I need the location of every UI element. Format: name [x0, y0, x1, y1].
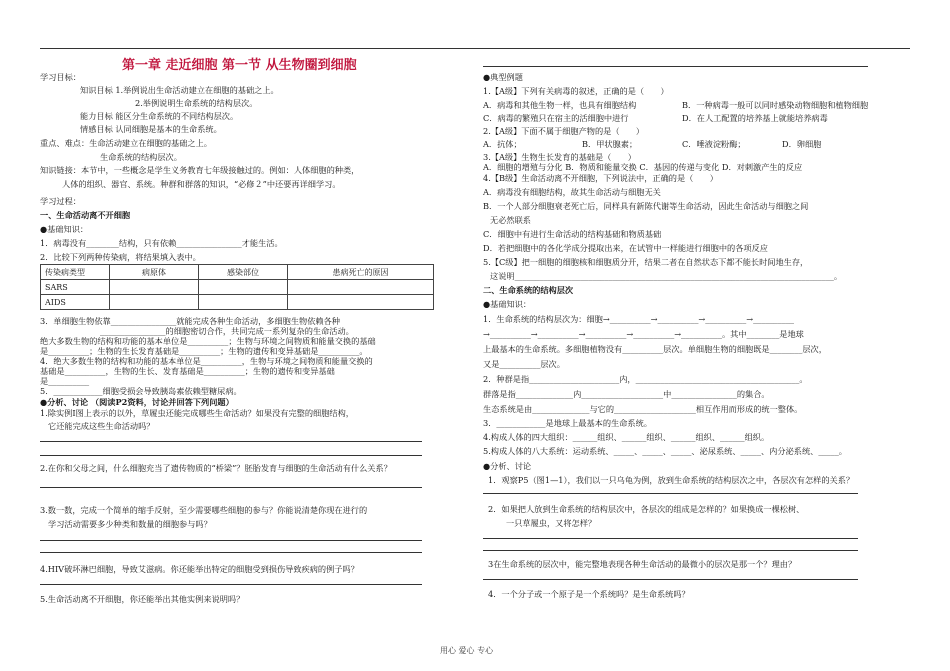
example-1-option-d: D．在人工配置的培养基上就能培养病毒	[682, 113, 828, 123]
example-4: 4.【B级】生命活动离不开细胞，下列说法中，正确的是（ ）	[483, 173, 718, 183]
question-3c: 绝大多数生物的结构和功能的基本单位是__________；生物与环境之间物质和能量交换的基础	[40, 336, 376, 346]
right-discuss-2b: 一只草履虫，又将怎样？	[506, 518, 597, 528]
goal-knowledge-2: 2.举例说明生命系统的结构层次。	[135, 98, 258, 108]
structure-1a: 1．生命系统的结构层次为：细胞→__________→__________→__________→__________	[483, 314, 795, 324]
discuss-5: 5.生命活动离不开细胞，你还能举出其他实例来说明吗？	[40, 594, 245, 604]
example-5a: 5.【C级】把一细胞的细胞核和细胞质分开，结果二者在自然状态下都不能长时间地生存，	[483, 257, 809, 267]
table-header: 患病死亡的原因	[288, 265, 434, 280]
right-discuss-1: 1．观察P5（图1—1），我们以一只乌龟为例，放到生命系统的结构层次之中，各层次有怎样的关系？	[488, 475, 855, 485]
table-row	[41, 280, 434, 295]
disease-table	[40, 264, 434, 310]
right-discuss-3: 3在生命系统的层次中，能完整地表现各种生命活动的最微小的层次是那一个？理由？	[488, 559, 797, 569]
example-2-option-b: B．甲状腺素；	[582, 139, 638, 149]
example-2-option-c: C．唾液淀粉酶；	[682, 139, 746, 149]
answer-line	[40, 540, 422, 541]
example-1-option-a: A．病毒和其他生物一样，也具有细胞结构	[483, 100, 637, 110]
question-1: 1．病毒没有________结构，只有依赖________________才能生活。	[40, 238, 283, 248]
goal-ability: 能力目标 能区分生命系统的不同结构层次。	[80, 111, 239, 121]
basic-knowledge-title: ●基础知识：	[40, 224, 89, 234]
table-header: 感染部位	[199, 265, 288, 280]
process-title: 学习过程：	[40, 196, 81, 206]
table-header-row	[41, 265, 434, 280]
discuss-4: 4.HIV破坏淋巴细胞，导致艾滋病。你还能举出特定的细胞受到损伤导致疾病的例子吗？	[40, 564, 359, 574]
question-4c: 是__________	[40, 376, 90, 386]
structure-3: 3．____________是地球上最基本的生命系统。	[483, 418, 652, 428]
section-1-title: 一、生命活动离不开细胞	[40, 210, 131, 220]
answer-line	[40, 552, 422, 553]
page-title: 第一章 走近细胞 第一节 从生物圈到细胞	[122, 58, 357, 73]
question-2: 2．比较下列两种传染病，将结果填入表中。	[40, 252, 201, 262]
discuss-2: 2.在你和父母之间，什么细胞充当了遗传物质的“桥梁”？胚胎发育与细胞的生命活动有什么关系？	[40, 463, 392, 473]
knowledge-link-2: 人体的组织、器官、系统。种群和群落的知识，“必修２”中还要再详细学习。	[62, 179, 341, 189]
example-1: 1.【A级】下列有关病毒的叙述，正确的是（ ）	[483, 86, 669, 96]
discuss-title: ●分析、讨论 （阅读P2资料，讨论并回答下列问题）	[40, 397, 234, 407]
question-4b: 基础是__________，生物的生长、发育基础是__________；生物的遗传和变异基础	[40, 366, 335, 376]
structure-2a: 2．种群是指______________________内，________________________________________。	[483, 374, 808, 384]
goal-knowledge-1: 知识目标 1.举例说出生命活动建立在细胞的基础之上。	[80, 85, 279, 95]
question-3a: 3．单细胞生物依靠________________就能完成各种生命活动，多细胞生物依赖各种	[40, 316, 340, 326]
key-points: 重点、难点：生命活动建立在细胞的基础之上。	[40, 138, 212, 148]
table-cell: SARS	[41, 280, 110, 295]
page-footer: 用心 爱心 专心	[440, 646, 494, 655]
example-4-option-d: D．若把细胞中的各化学成分提取出来，在试管中一样能进行细胞中的各项反应	[483, 243, 768, 253]
goal-emotion: 情感目标 认同细胞是基本的生命系统。	[80, 124, 222, 134]
structure-4: 4.构成人体的四大组织：______组织、______组织、______组织、______组织。	[483, 432, 770, 442]
example-1-option-c: C．病毒的繁殖只在宿主的活细胞中进行	[483, 113, 629, 123]
structure-1d: 又是__________层次。	[483, 359, 565, 369]
table-cell: AIDS	[41, 295, 110, 310]
top-rule	[40, 48, 910, 49]
example-2-option-d: D．卵细胞	[782, 139, 822, 149]
answer-line	[40, 584, 422, 585]
basic-knowledge-title-2: ●基础知识：	[483, 299, 532, 309]
discuss-1b: 它还能完成这些生命活动吗？	[48, 421, 155, 431]
question-5: 5．____________细胞受损会导致胰岛素依赖型糖尿病。	[40, 386, 242, 396]
answer-line	[483, 538, 858, 539]
answer-line	[40, 455, 422, 456]
question-3b: ________________的细胞密切合作，共同完成一系列复杂的生命活动。	[100, 326, 354, 336]
key-points-2: 生命系统的结构层次。	[100, 152, 182, 162]
answer-line	[483, 493, 858, 494]
example-4-option-a: A．病毒没有细胞结构，故其生命活动与细胞无关	[483, 187, 661, 197]
structure-1b: →__________→__________→__________→__________→__________。其中________是地球	[483, 329, 804, 339]
answer-line	[40, 441, 422, 442]
answer-line	[483, 550, 858, 551]
discuss-1a: 1.除实例Ⅰ图上表示的以外，草履虫还能完成哪些生命活动？如果没有完整的细胞结构，	[40, 408, 354, 418]
example-3: 3.【A级】生物生长发育的基础是（ ）	[483, 152, 636, 162]
example-4-option-b2: 无必然联系	[490, 215, 531, 225]
example-2: 2.【A级】下面不属于细胞产物的是（ ）	[483, 126, 645, 136]
typical-examples-title: ●典型例题	[483, 72, 523, 82]
example-4-option-b1: B．一个人部分细胞衰老死亡后，同样具有新陈代谢等生命活动，因此生命活动与细胞之间	[483, 201, 809, 211]
example-2-option-a: A．抗体；	[483, 139, 522, 149]
structure-2c: 生态系统是由______________与它的____________________相互作用而形成的统一整体。	[483, 404, 803, 414]
right-discuss-4: 4．一个分子或一个原子是一个系统吗？是生命系统吗？	[488, 589, 690, 599]
discuss-title-2: ●分析、讨论	[483, 461, 532, 471]
discuss-3b: 学习活动需要多少种类和数量的细胞参与吗？	[48, 519, 212, 529]
question-4a: 4．绝大多数生物的结构和功能的基本单位是__________，生物与环境之间物质和能量交换的	[40, 356, 373, 366]
table-header: 病原体	[110, 265, 199, 280]
example-3-options: A．细胞的增殖与分化 B．物质和能量交换 C．基因的传递与变化 D．对刺激产生的反应	[483, 162, 803, 172]
structure-1c: 上最基本的生命系统。多细胞植物没有__________层次。单细胞生物的细胞既是________层次，	[483, 344, 827, 354]
answer-line	[483, 579, 858, 580]
section-2-title: 二、生命系统的结构层次	[483, 285, 574, 295]
structure-2b: 群落是指______________内____________________中________________的集合。	[483, 389, 770, 399]
question-3d: 是__________；生物的生长发育基础是__________；生物的遗传和变异基础是__________。	[40, 346, 368, 356]
example-4-option-c: C．细胞中有进行生命活动的结构基础和物质基础	[483, 229, 662, 239]
example-5b: 这说明______________________________________________________________________________。	[490, 271, 843, 281]
discuss-3a: 3.数一数，完成一个简单的缩手反射，至少需要哪些细胞的参与？你能说清楚你现在进行的	[40, 505, 368, 515]
knowledge-link-1: 知识链接：本节中，一些概念是学生义务教育七年级接触过的。例如：人体细胞的种类，	[40, 165, 360, 175]
table-row	[41, 295, 434, 310]
answer-line	[40, 487, 422, 488]
table-header: 传染病类型	[41, 265, 110, 280]
goals-title: 学习目标：	[40, 72, 81, 82]
right-discuss-2a: 2．如果把人放到生命系统的结构层次中，各层次的组成是怎样的？如果换成一棵松树、	[488, 504, 805, 514]
example-1-option-b: B．一种病毒一般可以同时感染动物细胞和植物细胞	[682, 100, 869, 110]
right-title-rule	[483, 66, 868, 67]
structure-5: 5.构成人体的八大系统：运动系统、_____、_____、_____、泌尿系统、_____、内分泌系统、_____。	[483, 446, 847, 456]
